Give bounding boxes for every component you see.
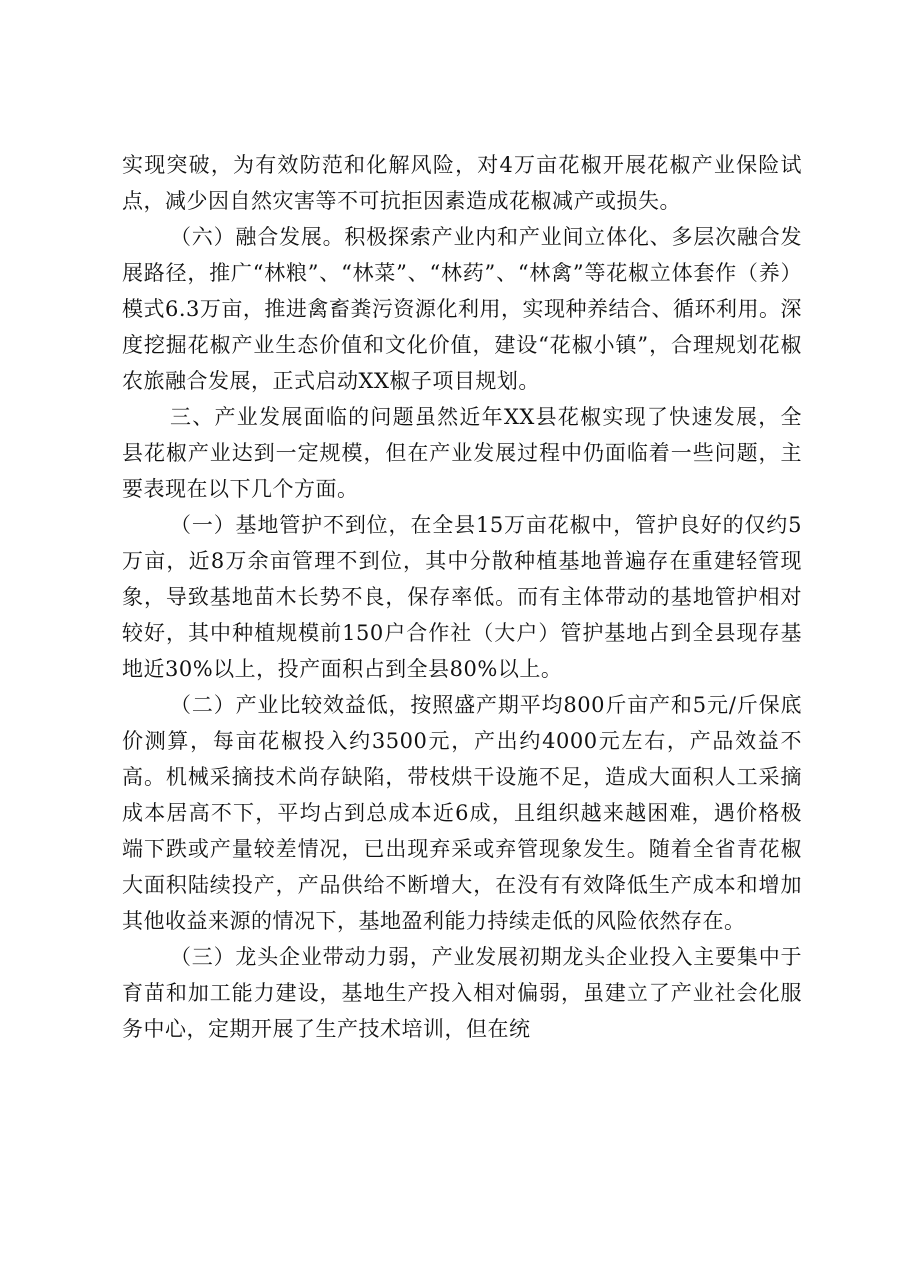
paragraph-integrated-development: （六）融合发展。积极探索产业内和产业间立体化、多层次融合发展路径，推广“林粮”、“林菜”、“林药”、“林禽”等花椒立体套作（养）模式6.3万亩，推进禽畜粪污资源化利用，实现种养结合、循环利用。深度挖掘花椒产业生态价值和文化价值，建设“花椒小镇”，合理规划花椒农旅融合发展，正式启动XX椒子项目规划。 <box>122 225 802 393</box>
document-body <box>122 147 802 1047</box>
paragraph-low-benefit: （二）产业比较效益低，按照盛产期平均800斤亩产和5元/斤保底价测算，每亩花椒投入约3500元，产出约4000元左右，产品效益不高。机械采摘技术尚存缺陷，带枝烘干设施不足，造成大面积人工采摘成本居高不下，平均占到总成本近6成，且组织越来越困难，遇价格极端下跌或产量较差情况，已出现弃采或弃管现象发生。随着全省青花椒大面积陆续投产，产品供给不断增大，在没有有效降低生产成本和增加其他收益来源的情况下，基地盈利能力持续走低的风险依然存在。 <box>122 693 802 933</box>
paragraph-continuation: 实现突破，为有效防范和化解风险，对4万亩花椒开展花椒产业保险试点，减少因自然灾害等不可抗拒因素造成花椒减产或损失。 <box>122 153 802 213</box>
paragraph-leading-enterprise: （三）龙头企业带动力弱，产业发展初期龙头企业投入主要集中于育苗和加工能力建设，基地生产投入相对偏弱，虽建立了产业社会化服务中心，定期开展了生产技术培训，但在统 <box>122 945 802 1041</box>
paragraph-section-three-problems: 三、产业发展面临的问题虽然近年XX县花椒实现了快速发展，全县花椒产业达到一定规模，但在产业发展过程中仍面临着一些问题，主要表现在以下几个方面。 <box>122 405 802 501</box>
paragraph-base-management: （一）基地管护不到位，在全县15万亩花椒中，管护良好的仅约5万亩，近8万余亩管理不到位，其中分散种植基地普遍存在重建轻管现象，导致基地苗木长势不良，保存率低。而有主体带动的基地管护相对较好，其中种植规模前150户合作社（大户）管护基地占到全县现存基地近30%以上，投产面积占到全县80%以上。 <box>122 513 802 681</box>
